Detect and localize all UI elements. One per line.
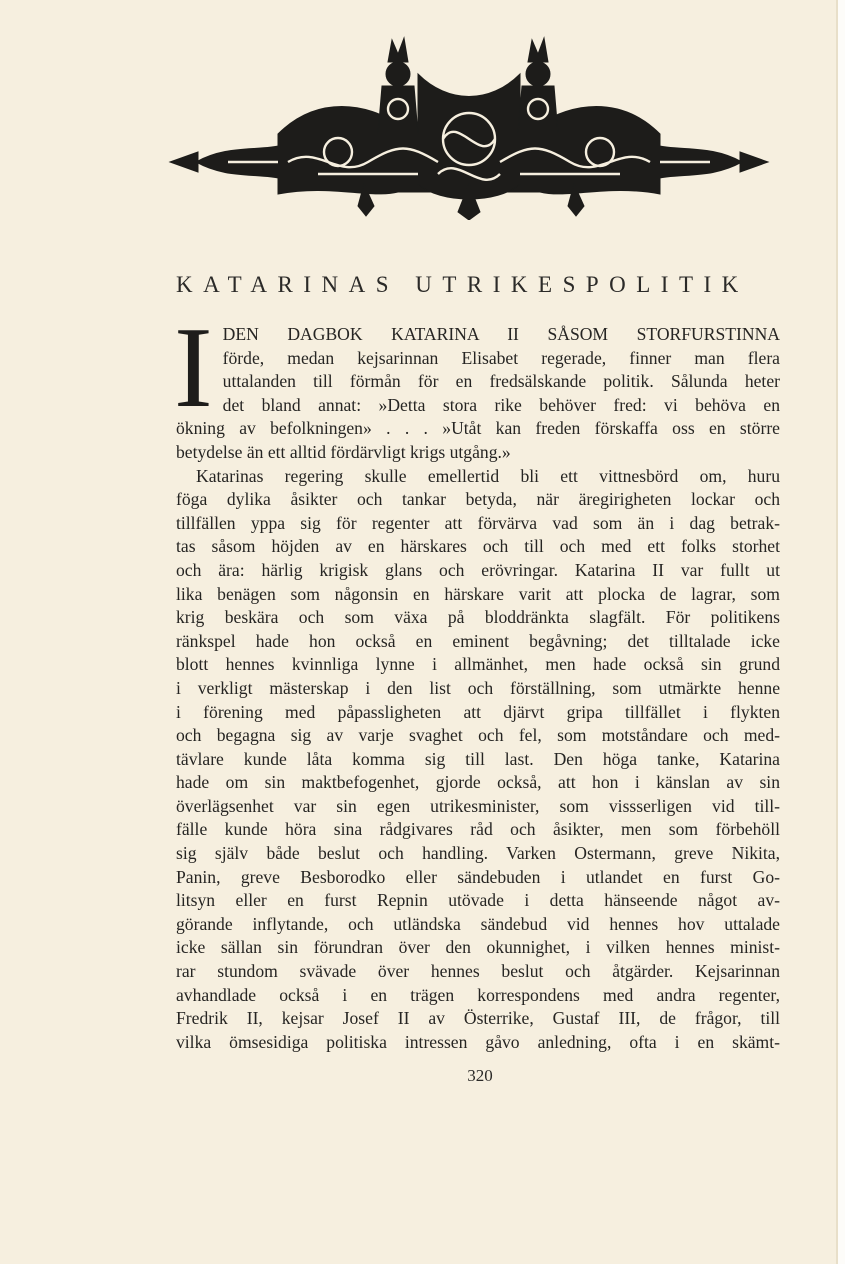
page-number: 320: [467, 1066, 493, 1085]
text-line: Fredrik II, kejsar Josef II av Österrike, Gustaf III, de frågor, till: [176, 1008, 780, 1029]
text-line: fälle kunde höra sina rådgivares råd och åsikter, men som förbehöll: [176, 819, 780, 840]
text-line: tas såsom höjden av en härskares och till och med ett folks storhet: [176, 536, 780, 557]
text-line: tillfällen yppa sig för regenter att förvärva vad som än i dag betrak-: [176, 512, 780, 533]
paragraph-1: [174, 304, 780, 465]
text-line: vilka ömsesidiga politiska intressen gåvo anledning, ofta i en skämt-: [176, 1031, 780, 1052]
text-line: hade om sin maktbefogenhet, gjorde också, att hon i känslan av sin: [176, 772, 780, 793]
text-line: icke sällan sin förundran över den okunnighet, i vilken hennes minist-: [176, 937, 780, 958]
text-line: tävlare kunde låta komma sig till last. Den höga tanke, Katarina: [176, 748, 780, 769]
text-line: Katarinas regering skulle emellertid bli ett vittnesbörd om, huru: [196, 465, 780, 486]
drop-cap: I: [174, 304, 213, 432]
text-line: ränkspel hade hon också en eminent begåvning; det tilltalade icke: [176, 630, 780, 651]
text-line: DEN DAGBOK KATARINA II SÅSOM STORFURSTINNA: [222, 324, 780, 344]
text-line: rar stundom svävade över hennes beslut och åtgärder. Kejsarinnan: [176, 961, 780, 982]
text-line: Panin, greve Besborodko eller sändebuden i utlandet en furst Go-: [176, 866, 780, 887]
text-line: uttalanden till förmån för en fredsälskande politik. Sålunda heter: [222, 371, 780, 392]
text-line: lika benägen som någonsin en härskare varit att plocka de lagrar, som: [176, 583, 780, 604]
paragraph-2: [176, 465, 780, 1055]
text-line: i förening med påpassligheten att djärvt gripa tillfället i flykten: [176, 701, 780, 722]
text-line: och ära: härlig krigisk glans och erövringar. Katarina II var fullt ut: [176, 559, 780, 580]
text-line: krig beskära och som växa på bloddränkta slagfält. För politikens: [176, 607, 780, 628]
text-line: det bland annat: »Detta stora rike behöver fred: vi behöva en: [222, 394, 780, 415]
text-line: föga dylika åsikter och tankar betyda, när äregirigheten lockar och: [176, 489, 780, 510]
text-line: betydelse än ett alltid fördärvligt krigs utgång.»: [176, 441, 511, 462]
text-line: sig själv både beslut och handling. Varken Ostermann, greve Nikita,: [176, 843, 780, 864]
text-line: blott hennes kvinnliga lynne i allmänhet, men hade också sin grund: [176, 654, 780, 675]
celtic-knotwork-headpiece-icon: [168, 34, 770, 220]
chapter-title: KATARINAS UTRIKESPOLITIK: [176, 272, 749, 297]
text-line: överlägsenhet var sin egen utrikesminister, som vissserligen vid till-: [176, 795, 780, 816]
text-line: och begagna sig av varje svaghet och fel, som motståndare och med-: [176, 725, 780, 746]
body-text: [174, 304, 780, 1054]
text-line: i verkligt mästerskap i den list och förställning, som utmärkte henne: [176, 677, 780, 698]
text-line: litsyn eller en furst Repnin utövade i detta hänseende något av-: [176, 890, 780, 911]
text-line: ökning av befolkningen» . . . »Utåt kan freden förskaffa oss en större: [176, 418, 780, 439]
text-line: görande inflytande, och utländska sändebud vid hennes hov uttalade: [176, 913, 780, 934]
text-line: förde, medan kejsarinnan Elisabet regerade, finner man flera: [222, 347, 780, 368]
text-line: avhandlade också i en trägen korrespondens med andra regenter,: [176, 984, 780, 1005]
